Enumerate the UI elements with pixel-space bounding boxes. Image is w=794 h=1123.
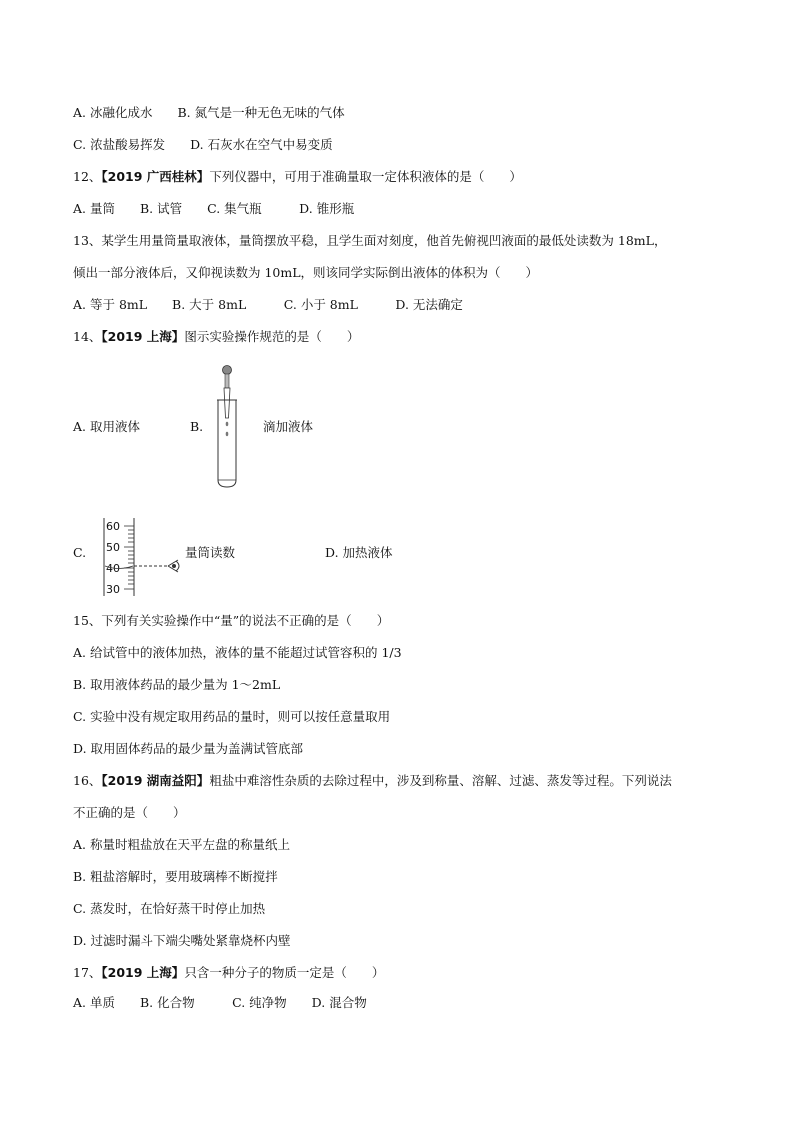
question-16 [73,772,672,790]
question-number: 12、 [73,169,102,184]
question-source: 【2019 上海】 [101,965,185,980]
question-16-option-a: A. 称量时粗盐放在天平左盘的称量纸上 [73,837,290,852]
question-text: 粗盐中难溶性杂质的去除过程中，涉及到称量、溶解、过滤、蒸发等过程。下列说法 [209,773,672,788]
question-13-options: A. 等于 8mL B. 大于 8mL C. 小于 8mL D. 无法确定 [73,297,463,312]
prev-question-options-ab: A. 冰融化成水 B. 氮气是一种无色无味的气体 [73,105,345,120]
dropper-test-tube-figure [207,362,247,490]
question-source: 【2019 广西桂林】 [101,169,210,184]
question-15-option-b: B. 取用液体药品的最少量为 1～2mL [73,677,281,692]
question-15-option-c: C. 实验中没有规定取用药品的量时，则可以按任意量取用 [73,709,391,724]
question-12 [73,168,522,186]
question-source: 【2019 湖南益阳】 [101,773,210,788]
option-c-label: C. [73,545,87,560]
question-number: 16、 [73,773,102,788]
question-text: 下列仪器中，可用于准确量取一定体积液体的是（ ） [209,169,522,184]
question-text: 只含一种分子的物质一定是（ ） [184,965,385,980]
question-12-options: A. 量筒 B. 试管 C. 集气瓶 D. 锥形瓶 [73,201,355,216]
question-16-option-c: C. 蒸发时，在恰好蒸干时停止加热 [73,901,266,916]
option-c-caption: 量筒读数 [185,545,236,560]
question-16-option-b: B. 粗盐溶解时，要用玻璃棒不断搅拌 [73,869,278,884]
question-15-option-a: A. 给试管中的液体加热，液体的量不能超过试管容积的 1/3 [73,645,402,660]
question-13-line-2: 倾出一部分液体后，又仰视读数为 10mL，则该同学实际倒出液体的体积为（ ） [73,265,539,280]
tick-label: 40 [106,562,120,575]
question-16-cont: 不正确的是（ ） [73,805,186,820]
prev-question-options-cd: C. 浓盐酸易挥发 D. 石灰水在空气中易变质 [73,137,333,152]
question-13-line-1: 13、某学生用量筒量取液体，量筒摆放平稳，且学生面对刻度，他首先俯视凹液面的最低处读数为 18mL， [73,233,667,248]
tick-label: 30 [106,583,120,596]
question-text: 图示实验操作规范的是（ ） [184,329,360,344]
question-number: 14、 [73,329,102,344]
dropper-bulb-icon [223,366,232,375]
question-number: 17、 [73,965,102,980]
option-b-caption: 滴加液体 [263,419,314,434]
question-source: 【2019 上海】 [101,329,185,344]
question-16-option-d: D. 过滤时漏斗下端尖嘴处紧靠烧杯内壁 [73,933,291,948]
question-17-options: A. 单质 B. 化合物 C. 纯净物 D. 混合物 [73,995,367,1010]
eye-icon [168,560,179,572]
option-a-label: A. 取用液体 [73,419,140,434]
tick-label: 60 [106,520,120,533]
graduated-cylinder-figure [100,516,188,598]
question-14 [73,328,359,346]
tick-label: 50 [106,541,120,554]
question-17 [73,964,384,982]
dropper-tube-icon [224,388,230,418]
question-15-option-d: D. 取用固体药品的最少量为盖满试管底部 [73,741,304,756]
question-15: 15、下列有关实验操作中“量”的说法不正确的是（ ） [73,613,390,628]
option-b-label: B. [190,419,204,434]
option-d-label: D. 加热液体 [325,545,393,560]
